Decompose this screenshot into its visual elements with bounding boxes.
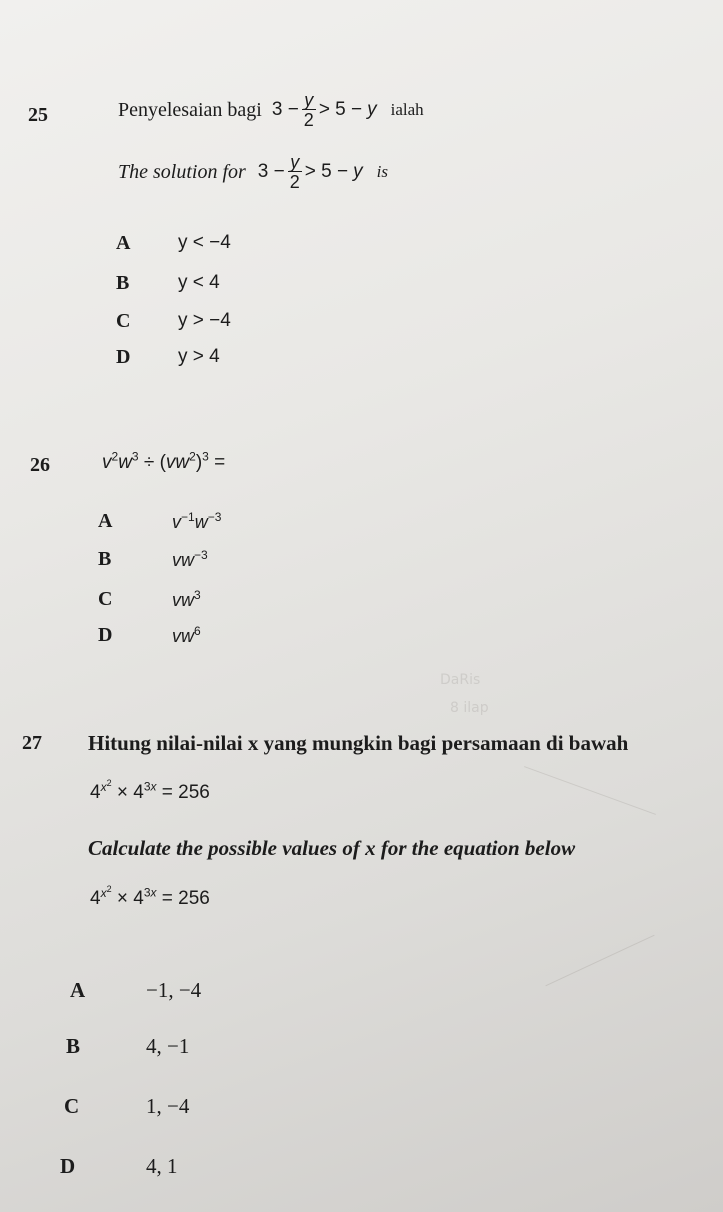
q27-option-a[interactable]: −1, −4: [146, 978, 202, 1002]
expr-right: > 5 −: [304, 161, 349, 182]
q25-option-d[interactable]: y > 4: [178, 346, 220, 367]
q27-option-d[interactable]: 4, 1: [146, 1154, 178, 1178]
q25-english-suffix: is: [376, 162, 388, 181]
q27-equation-malay: $4^{x^2} \times 4^{3x} = 256$: [90, 777, 210, 803]
option-letter-c: C: [116, 310, 131, 332]
q27-english-text: Calculate the possible values of x for the equation below: [88, 836, 576, 860]
option-letter-b: B: [66, 1034, 81, 1058]
q26-option-a[interactable]: $v^{-1}w^{-3}$: [172, 510, 222, 532]
q25-option-c[interactable]: y > −4: [178, 310, 231, 331]
option-letter-a: A: [70, 978, 86, 1002]
q25-option-a[interactable]: y < −4: [178, 232, 231, 253]
bleed-through-line: [545, 935, 654, 987]
fraction-numerator: y: [304, 90, 314, 110]
option-letter-c: C: [64, 1094, 80, 1118]
option-letter-d: D: [98, 624, 113, 646]
bleed-through-line: [524, 766, 656, 815]
expr-left: 3 −: [271, 99, 299, 120]
q25-malay-suffix: ialah: [390, 100, 424, 119]
q26-expression: $v^2w^3 \div (vw^2)^3$ =: [102, 449, 226, 473]
question-number: 25: [28, 104, 48, 126]
q27-option-b[interactable]: 4, −1: [146, 1034, 190, 1058]
q26-option-b[interactable]: $vw^{-3}$: [172, 548, 208, 570]
option-letter-d: D: [60, 1154, 76, 1178]
q25-malay-prefix: Penyelesaian bagi: [118, 98, 262, 121]
bleed-through-text: DaRis: [440, 672, 481, 688]
option-letter-b: B: [98, 548, 112, 570]
q25-english-line: [118, 150, 388, 194]
option-letter-c: C: [98, 588, 113, 610]
question-number: 27: [22, 732, 42, 754]
q25-option-b[interactable]: y < 4: [178, 272, 220, 293]
fraction: [302, 91, 316, 129]
q25-inequality-en: [258, 153, 363, 191]
option-letter-d: D: [116, 346, 131, 368]
q27-option-c[interactable]: 1, −4: [146, 1094, 190, 1118]
q25-inequality: [272, 91, 377, 129]
expr-right: > 5 −: [318, 99, 363, 120]
q25-english-prefix: The solution for: [118, 160, 246, 183]
option-letter-b: B: [116, 272, 130, 294]
q27-equation-english: $4^{x^2} \times 4^{3x} = 256$: [90, 883, 210, 909]
fraction-numerator: y: [290, 152, 300, 172]
bleed-through-text: 8 ilap: [450, 700, 489, 716]
fraction: [288, 153, 302, 191]
expr-var: y: [367, 99, 377, 120]
fraction-denominator: 2: [303, 110, 314, 130]
q25-malay-line: [118, 88, 424, 132]
fraction-denominator: 2: [289, 172, 300, 192]
question-number: 26: [30, 454, 50, 476]
expr-var: y: [353, 161, 363, 182]
q27-malay-text: Hitung nilai-nilai x yang mungkin bagi persamaan di bawah: [88, 731, 629, 755]
option-letter-a: A: [98, 510, 113, 532]
q26-option-d[interactable]: $vw^6$: [172, 624, 201, 646]
q26-option-c[interactable]: $vw^3$: [172, 588, 201, 610]
expr-left: 3 −: [257, 161, 285, 182]
option-letter-a: A: [116, 232, 131, 254]
